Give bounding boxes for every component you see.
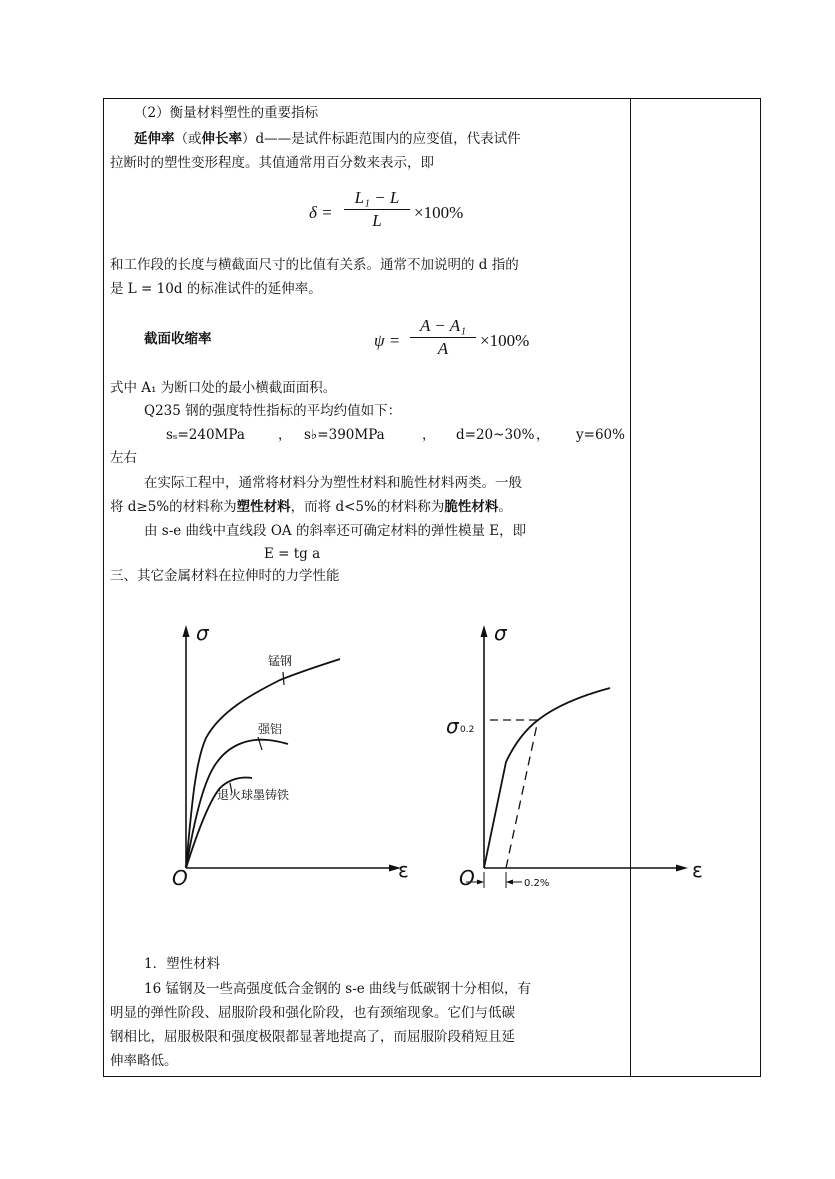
q235-comma-2: ， — [422, 427, 436, 443]
slope-line: 由 s-e 曲线中直线段 OA 的斜率还可确定材料的弹性模量 E，即 — [144, 523, 527, 539]
area-reduction-term: 截面收缩率 — [144, 331, 212, 347]
ductile-para-2: 明显的弹性阶段、屈服阶段和强化阶段，也有颈缩现象。它们与低碳 — [110, 1005, 515, 1021]
elongation-desc-1: 是试件标距范围内的应变值，代表试件 — [291, 131, 521, 147]
symbol-dash: ）d—— — [242, 131, 292, 147]
left-x-label: ε — [398, 858, 409, 882]
ductile-para-3: 钢相比，屈服极限和强度极限都显著地提高了，而屈服阶段稍短且延 — [110, 1029, 515, 1045]
ductile-para-1: 16 锰钢及一些高强度低合金钢的 s-e 曲线与低碳钢十分相似，有 — [144, 981, 532, 997]
formula-delta-numerator: L₁ − L — [354, 188, 400, 207]
q235-sb: s♭=390MPa — [304, 427, 385, 443]
sigma02-subscript: 0.2 — [460, 725, 475, 735]
right-y-label: σ — [494, 621, 507, 645]
alt-term: 伸长率 — [201, 131, 242, 147]
left-right: 左右 — [110, 450, 137, 466]
label-nodular-iron: 退火球墨铸铁 — [217, 788, 290, 802]
relation-line-1: 和工作段的长度与横截面尺寸的比值有关系。通常不加说明的 d 指的 — [110, 257, 519, 273]
curve-strong-aluminum — [186, 740, 288, 868]
formula-psi-numerator: A − A₁ — [419, 316, 467, 335]
a1-note: 式中 A₁ 为断口处的最小横截面面积。 — [110, 380, 337, 396]
offset-label: 0.2% — [524, 878, 550, 889]
label-manganese: 锰钢 — [268, 654, 293, 668]
formula-delta-denominator: L — [372, 211, 382, 230]
formula-psi-denominator: A — [437, 339, 449, 358]
classify-line-1: 在实际工程中，通常将材料分为塑性材料和脆性材料两类。一般 — [144, 475, 522, 491]
right-origin: O — [459, 866, 475, 890]
ductile-para-4: 伸率略低。 — [110, 1053, 178, 1069]
label-aluminum: 强铝 — [258, 722, 283, 736]
section3-heading: 三、其它金属材料在拉伸时的力学性能 — [110, 568, 340, 584]
q235-intro: Q235 钢的强度特性指标的平均约值如下： — [144, 403, 402, 419]
modulus-formula: E = tg a — [264, 546, 321, 562]
open-paren: （或 — [174, 131, 202, 147]
left-y-label: σ — [196, 621, 209, 645]
offset-arrowhead-left — [477, 880, 484, 885]
elongation-term: 延伸率 — [134, 131, 175, 147]
left-y-arrow — [183, 625, 190, 637]
formula-psi-suffix: ×100% — [480, 331, 530, 350]
curve-offset-yield — [484, 688, 610, 868]
q235-ss: sₛ=240MPa — [166, 427, 245, 443]
formula-psi-lhs: ψ = — [374, 331, 401, 350]
classify-mid: ，而将 d<5%的材料称为 — [290, 499, 445, 515]
offset-dashed-line — [506, 720, 538, 868]
relation-line-2: 是 L = 10d 的标准试件的延伸率。 — [110, 281, 322, 297]
elongation-desc-2: 拉断时的塑性变形程度。其值通常用百分数来表示，即 — [110, 155, 434, 171]
formula-delta-lhs: δ = — [309, 203, 333, 222]
q235-comma-3: ， — [536, 427, 550, 443]
curve-manganese-steel — [186, 659, 340, 868]
left-origin: O — [172, 866, 188, 890]
right-y-arrow — [481, 625, 488, 637]
classify-pre: 将 d≥5%的材料称为 — [110, 499, 237, 515]
classify-end: 。 — [498, 499, 512, 515]
offset-arrowhead-right — [506, 880, 513, 885]
leader-manganese — [283, 672, 284, 685]
ductile-heading: 1．塑性材料 — [144, 956, 221, 972]
q235-comma-1: ， — [278, 427, 292, 443]
right-x-arrow — [676, 865, 688, 872]
sigma02-label: σ — [446, 714, 459, 738]
right-x-label: ε — [692, 858, 703, 882]
section2-heading: （2）衡量材料塑性的重要指标 — [134, 105, 319, 121]
brittle-term: 脆性材料 — [444, 499, 499, 515]
formula-delta-suffix: ×100% — [414, 203, 464, 222]
q235-y: y=60% — [576, 427, 625, 443]
ductile-term: 塑性材料 — [236, 499, 291, 515]
q235-d: d=20~30% — [456, 427, 535, 443]
